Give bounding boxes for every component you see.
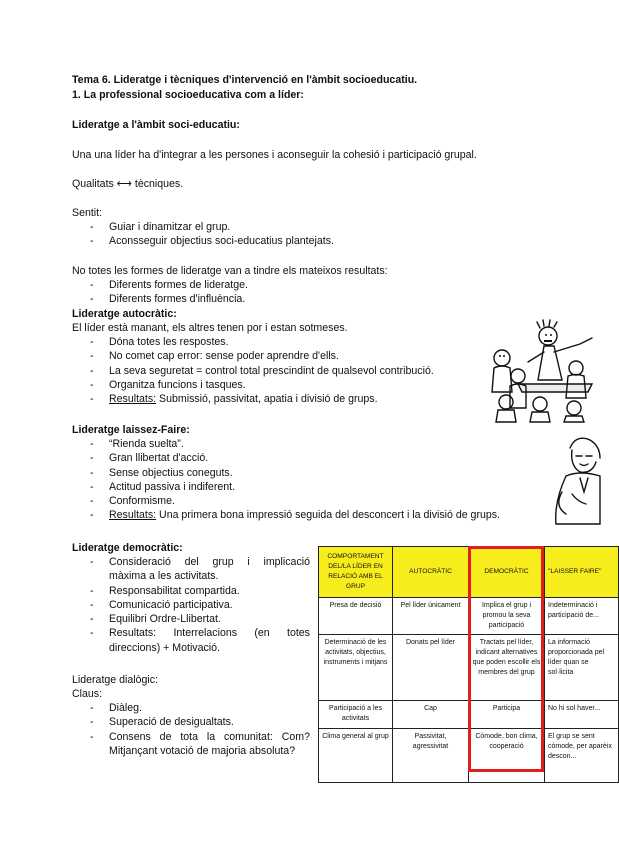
- section-heading-autocratic: Lideratge autocràtic:: [72, 308, 177, 320]
- page-title: Tema 6. Lideratge i tècniques d'intervenció en l'àmbit socioeducatiu.: [72, 74, 418, 86]
- line-continuation: Mitjançant votació de majoria absoluta?: [109, 744, 296, 757]
- list-item: - Superació de desigualtats.: [72, 715, 310, 729]
- table-header-cell: COMPORTAMENT DEL/LA LÍDER EN RELACIÓ AMB EL GRUP: [319, 547, 393, 598]
- justified-line: [109, 730, 310, 744]
- word: - Consens: [109, 730, 151, 743]
- list-item: - La seva seguretat = control total prescindint de qualsevol contribució.: [72, 364, 492, 378]
- list-item: [72, 730, 310, 759]
- table-cell: La informació proporcionada pel líder quan se sol·licita: [545, 635, 619, 701]
- word: de: [159, 730, 172, 743]
- sentit-label: Sentit:: [72, 207, 103, 219]
- list-item: [72, 392, 492, 406]
- section-heading-ambit: Lideratge a l'àmbit soci-educatiu:: [72, 119, 240, 131]
- list-item: - No comet cap error: sense poder aprendre d'ells.: [72, 349, 492, 363]
- justified-line: [109, 626, 310, 640]
- list-item: - Diferents formes d'influència.: [72, 292, 248, 306]
- result-text: Una primera bona impressió seguida del desconcert i la divisió de grups.: [156, 509, 500, 522]
- laissez-faire-illustration: [546, 432, 600, 524]
- list-item: - Dóna totes les respostes.: [72, 335, 492, 349]
- word: (en: [254, 627, 270, 640]
- word: Com?: [281, 730, 310, 743]
- table-cell: Clima general al grup: [319, 729, 393, 783]
- justified-line: [109, 555, 310, 569]
- list-item: [72, 555, 310, 584]
- table-cell: Tractats pel líder, indicant alternatives que poden escollir els membres del grup: [469, 635, 545, 701]
- word: implicació: [263, 556, 310, 568]
- result-label: Resultats:: [109, 509, 157, 522]
- list-item: - Responsabilitat compartida.: [72, 584, 310, 598]
- list-item: - Comunicació participativa.: [72, 598, 310, 612]
- table-cell: El grup se sent còmode, per aparèix descon...: [545, 729, 619, 783]
- word: del: [184, 556, 199, 568]
- word: totes: [287, 627, 310, 640]
- table-header-cell: AUTOCRÀTIC: [393, 547, 469, 598]
- page-subtitle: 1. La professional socioeducativa com a líder:: [72, 89, 304, 101]
- autocratic-intro: El líder està manant, els altres tenen por i estan sotmeses.: [72, 322, 348, 334]
- section-heading-democratic: Lideratge democràtic:: [72, 542, 183, 554]
- dialogic-list: [72, 701, 310, 758]
- democratic-list: [72, 555, 310, 655]
- list-item: - Aconsseguir objectius soci-educatius plantejats.: [72, 234, 334, 248]
- section-heading-laissez: Lideratge laissez-Faire:: [72, 424, 190, 436]
- line-continuation: màxima a les activitats.: [109, 570, 219, 583]
- list-item: - Conformisme.: [72, 494, 542, 508]
- claus-label: Claus:: [72, 688, 103, 700]
- word: comunitat:: [223, 730, 273, 743]
- table-cell: Cap: [393, 701, 469, 729]
- table-cell: Participació a les activitats: [319, 701, 393, 729]
- table-cell: Participa: [469, 701, 545, 729]
- list-item: - Actitud passiva i indiferent.: [72, 480, 542, 494]
- autocratic-classroom-illustration: [488, 318, 600, 422]
- table-header-cell: "LAISSER FAIRE": [545, 547, 619, 598]
- list-item: - Diàleg.: [72, 701, 310, 715]
- word: grup: [212, 556, 234, 568]
- table-cell: Donats pel líder: [393, 635, 469, 701]
- word: - Resultats:: [109, 627, 157, 640]
- qualitats-text: Qualitats ⟷ tècniques.: [72, 178, 184, 190]
- table-cell: Implica el grup i promou la seva participació: [469, 598, 545, 635]
- sentit-list: [72, 220, 334, 249]
- table-cell: Presa de decisió: [319, 598, 393, 635]
- list-item: - Guiar i dinamitzar el grup.: [72, 220, 334, 234]
- table-cell: Pel líder únicament: [393, 598, 469, 635]
- word: Interrelacions: [173, 627, 238, 640]
- result-label: Resultats:: [109, 393, 157, 406]
- list-item: - Organitza funcions i tasques.: [72, 378, 492, 392]
- autocratic-list: [72, 335, 492, 406]
- list-item: - “Rienda suelta”.: [72, 437, 542, 451]
- table-cell: Còmode, bon clima, cooperació: [469, 729, 545, 783]
- word: tota: [180, 730, 198, 743]
- formes-list: [72, 278, 248, 307]
- table-cell: Determinació de les activitats, objectius, instruments i mitjans: [319, 635, 393, 701]
- line-continuation: direccions) + Motivació.: [109, 641, 220, 654]
- list-item: - Equilibri Ordre-Llibertat.: [72, 612, 310, 626]
- table-cell: Passivitat, agressivitat: [393, 729, 469, 783]
- table-header-cell: DEMOCRÀTIC: [469, 547, 545, 598]
- word: - Consideració: [109, 556, 171, 568]
- list-item: - Sense objectius coneguts.: [72, 466, 542, 480]
- list-item: - Diferents formes de lideratge.: [72, 278, 248, 292]
- word: la: [206, 730, 216, 743]
- ambit-intro: Una una líder ha d'integrar a les persones i aconseguir la cohesió i participació grupal.: [72, 149, 477, 161]
- table-cell: Indeterminació i participació de...: [545, 598, 619, 635]
- list-item: - Gran llibertat d'acció.: [72, 451, 542, 465]
- laissez-list: [72, 437, 542, 523]
- word: i: [247, 556, 250, 568]
- democratic-column-highlight: [468, 546, 544, 772]
- list-item: [72, 626, 310, 655]
- list-item: [72, 508, 542, 522]
- formes-intro: No totes les formes de lideratge van a tindre els mateixos resultats:: [72, 265, 388, 277]
- table-cell: No hi sol haver...: [545, 701, 619, 729]
- section-heading-dialogic: Lideratge dialògic:: [72, 674, 158, 686]
- result-text: Submissió, passivitat, apatia i divisió de grups.: [156, 393, 378, 406]
